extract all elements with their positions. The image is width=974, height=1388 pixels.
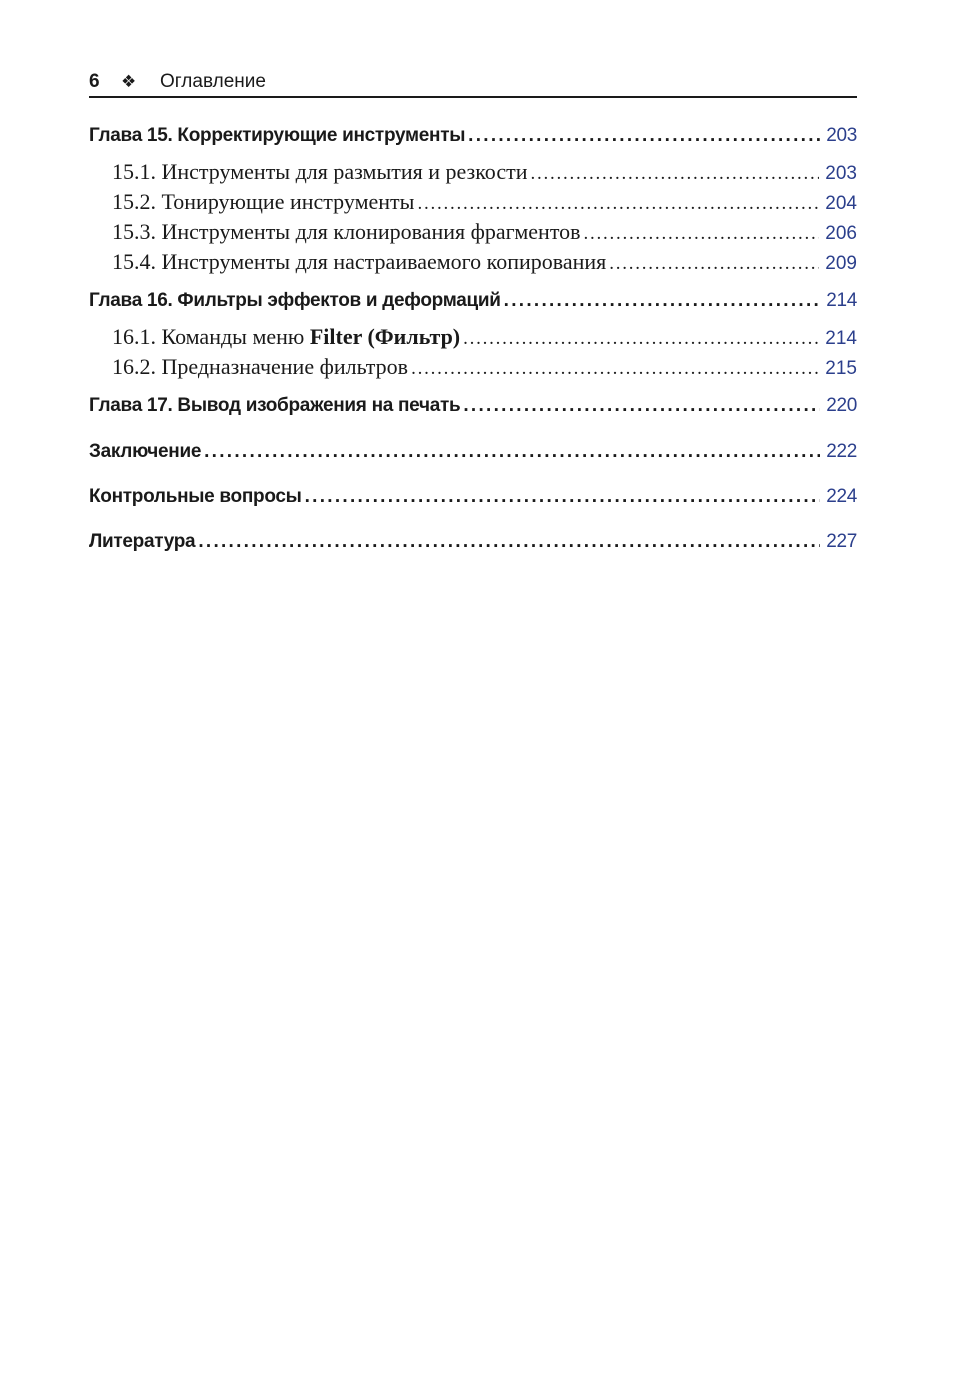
toc-entry-page: 203 [826, 125, 857, 146]
toc-entry-label: Глава 16. Фильтры эффектов и деформаций [89, 290, 501, 311]
toc-entry-page: 214 [825, 328, 857, 349]
leader-dots [531, 163, 820, 185]
toc-entry-chapter-16[interactable] [89, 290, 857, 312]
toc-entry-label: 16.2. Предназначение фильтров [112, 354, 409, 379]
toc-entry-label: 15.4. Инструменты для настраиваемого копирования [112, 249, 607, 274]
toc-entry-literature[interactable] [89, 531, 857, 553]
toc-entry-chapter-17[interactable] [89, 395, 857, 417]
toc-entry-section-15-3[interactable] [89, 219, 857, 245]
toc-entry-section-15-2[interactable] [89, 189, 857, 215]
toc-entry-label [112, 324, 460, 350]
toc-entry-page: 209 [825, 253, 857, 274]
toc-entry-page: 203 [825, 163, 857, 184]
toc-entry-conclusion[interactable] [89, 441, 857, 463]
leader-dots [198, 531, 820, 553]
leader-dots [463, 395, 820, 417]
toc-entry-page: 214 [826, 290, 857, 311]
toc-entry-section-16-2[interactable] [89, 354, 857, 380]
leader-dots [305, 486, 821, 508]
leader-dots [584, 223, 820, 245]
running-head-title: Оглавление [160, 71, 266, 92]
toc-entry-section-15-4[interactable] [89, 249, 857, 275]
toc-entry-page: 224 [826, 486, 857, 507]
toc-entry-label: Глава 17. Вывод изображения на печать [89, 395, 461, 416]
toc-entry-label: 15.1. Инструменты для размытия и резкости [112, 159, 528, 184]
leader-dots [204, 441, 820, 463]
toc-entry-label: Контрольные вопросы [89, 486, 302, 507]
toc-entry-page: 220 [826, 395, 857, 416]
toc-entry-label-prefix: 16.1. Команды меню [112, 324, 310, 349]
ornament-icon: ❖ [121, 72, 137, 91]
toc-entry-page: 206 [825, 223, 857, 244]
toc-entry-page: 222 [826, 441, 857, 462]
toc-entry-label: 15.3. Инструменты для клонирования фрагментов [112, 219, 581, 244]
leader-dots [411, 358, 819, 380]
toc-entry-review-questions[interactable] [89, 486, 857, 508]
toc-entry-label: Заключение [89, 441, 202, 462]
toc-entry-label: Литература [89, 531, 196, 552]
toc-entry-section-16-1[interactable] [89, 324, 857, 350]
leader-dots [417, 193, 819, 215]
toc-entry-section-15-1[interactable] [89, 159, 857, 185]
toc-entry-label: 15.2. Тонирующие инструменты [112, 189, 415, 214]
leader-dots [468, 125, 820, 147]
leader-dots [504, 290, 821, 312]
menu-term-bold: Filter (Фильтр) [309, 324, 461, 349]
running-head [89, 70, 857, 98]
leader-dots [463, 328, 819, 350]
toc-entry-page: 204 [825, 193, 857, 214]
toc-entry-chapter-15[interactable] [89, 125, 857, 147]
page-number: 6 [89, 71, 100, 92]
leader-dots [609, 253, 819, 275]
toc-entry-page: 227 [826, 531, 857, 552]
toc-entry-label: Глава 15. Корректирующие инструменты [89, 125, 466, 146]
toc-entry-page: 215 [825, 358, 857, 379]
